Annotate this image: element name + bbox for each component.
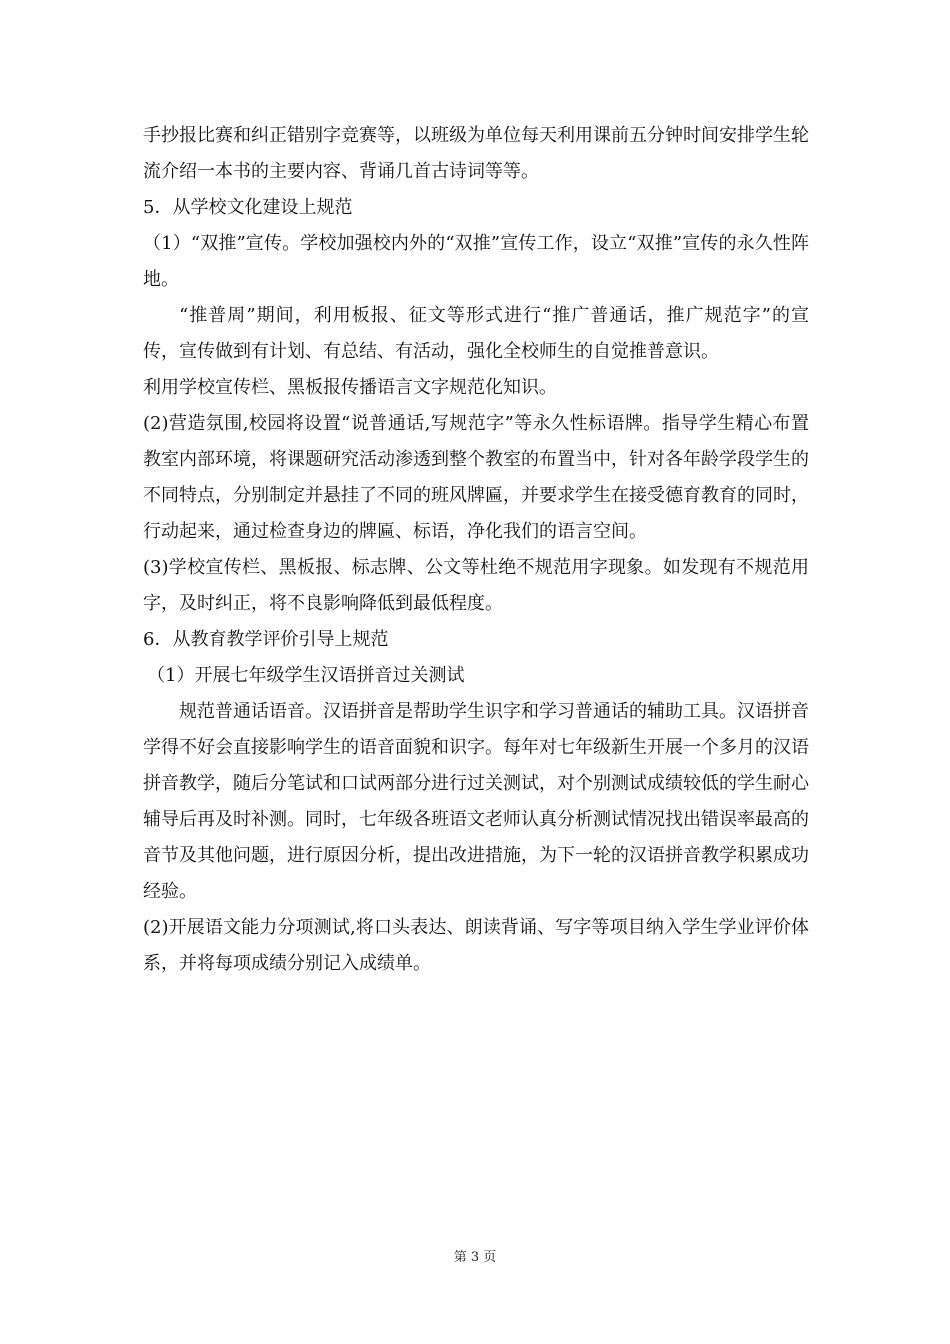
paragraph-promotion-week: “推普周”期间，利用板报、征文等形式进行“推广普通话，推广规范字”的宣传，宣传做到有计划、有总结、有活动，强化全校师生的自觉推普意识。 (143, 305, 809, 362)
page-number: 第 3 页 (453, 1250, 497, 1265)
paragraph-atmosphere: (2)营造氛围,校园将设置“说普通话,写规范字”等永久性标语牌。指导学生精心布置教室内部环境，将课题研究活动渗透到整个教室的布置当中，针对各年龄学段学生的不同特点，分别制定并悬挂了不同的班风牌匾，并要求学生在接受德育教育的同时，行动起来，通过检查身边的牌匾、标语，净化我们的语言空间。 (143, 413, 809, 542)
paragraph-no-nonstandard: (3)学校宣传栏、黑板报、标志牌、公文等杜绝不规范用字现象。如发现有不规范用字，及时纠正，将不良影响降低到最低程度。 (143, 557, 809, 614)
subheading-pinyin-test: （1）开展七年级学生汉语拼音过关测试 (147, 665, 465, 686)
paragraph-dual-promotion: （1）“双推”宣传。学校加强校内外的“双推”宣传工作，设立“双推”宣传的永久性阵地。 (143, 233, 809, 290)
section-heading-5: 5．从学校文化建设上规范 (143, 197, 353, 218)
section-heading-6: 6．从教育教学评价引导上规范 (143, 629, 389, 650)
paragraph-continuation: 手抄报比赛和纠正错别字竞赛等，以班级为单位每天利用课前五分钟时间安排学生轮流介绍一本书的主要内容、背诵几首古诗词等等。 (143, 125, 809, 182)
paragraph-bulletin: 利用学校宣传栏、黑板报传播语言文字规范化知识。 (143, 377, 557, 398)
paragraph-pinyin: 规范普通话语音。汉语拼音是帮助学生识字和学习普通话的辅助工具。汉语拼音学得不好会直接影响学生的语音面貌和识字。每年对七年级新生开展一个多月的汉语拼音教学，随后分笔试和口试两部分进行过关测试，对个别测试成绩较低的学生耐心辅导后再及时补测。同时，七年级各班语文老师认真分析测试情况找出错误率最高的音节及其他问题，进行原因分析，提出改进措施，为下一轮的汉语拼音教学积累成功经验。 (143, 701, 809, 902)
page-body (143, 118, 809, 982)
paragraph-ability-test: (2)开展语文能力分项测试,将口头表达、朗读背诵、写字等项目纳入学生学业评价体系，并将每项成绩分别记入成绩单。 (143, 917, 809, 974)
